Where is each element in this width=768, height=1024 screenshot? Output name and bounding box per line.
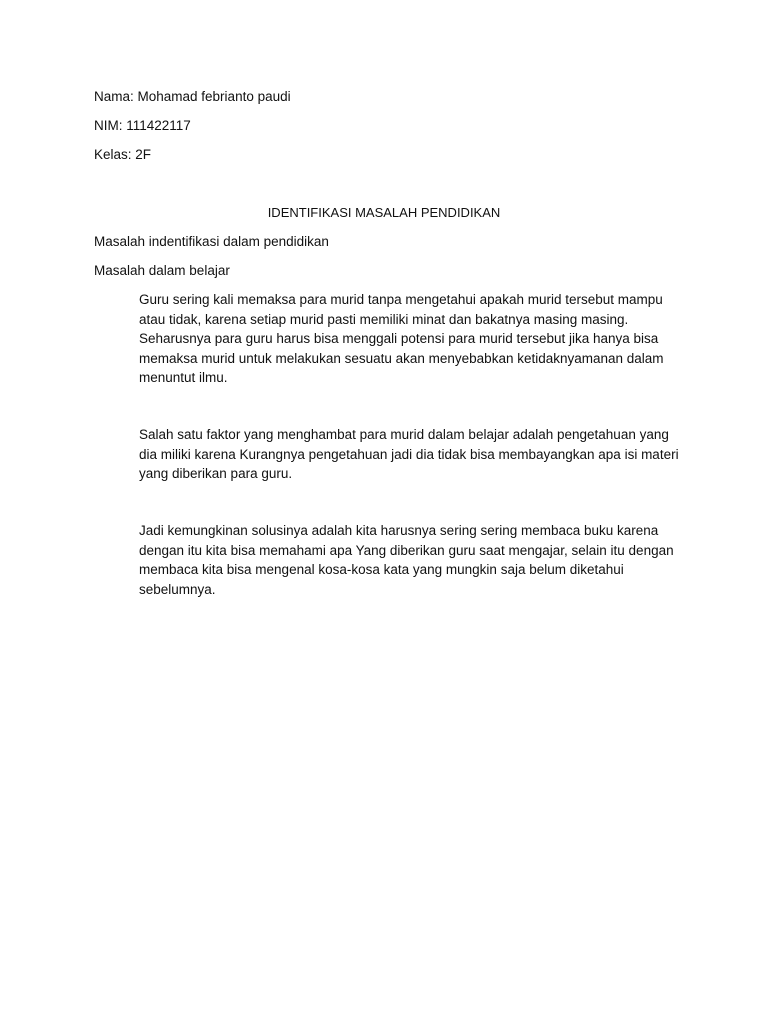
- paragraph-3: Jadi kemungkinan solusinya adalah kita harusnya sering sering membaca buku karena dengan itu kita bisa memahami apa Yang diberikan guru saat mengajar, selain itu dengan membaca kita bisa mengenal kosa-kosa kata yang mungkin saja belum diketahui sebelumnya.: [139, 523, 674, 597]
- student-class: Kelas: 2F: [94, 147, 152, 162]
- student-name: Nama: Mohamad febrianto paudi: [94, 89, 291, 104]
- paragraph-1: Guru sering kali memaksa para murid tanpa mengetahui apakah murid tersebut mampu atau tidak, karena setiap murid pasti memiliki minat dan bakatnya masing masing. Seharusnya para guru harus bisa menggali potensi para murid tersebut jika hanya bisa memaksa murid untuk melakukan sesuatu akan menyebabkan ketidaknyamanan dalam menuntut ilmu.: [139, 292, 664, 385]
- section-heading: Masalah dalam belajar: [94, 263, 230, 278]
- document-subtitle: Masalah indentifikasi dalam pendidikan: [94, 234, 329, 249]
- document-title: IDENTIFIKASI MASALAH PENDIDIKAN: [267, 205, 501, 220]
- student-id: NIM: 111422117: [94, 118, 191, 133]
- paragraph-2: Salah satu faktor yang menghambat para murid dalam belajar adalah pengetahuan yang dia miliki karena Kurangnya pengetahuan jadi dia tidak bisa membayangkan apa isi materi yang diberikan para guru.: [139, 427, 679, 481]
